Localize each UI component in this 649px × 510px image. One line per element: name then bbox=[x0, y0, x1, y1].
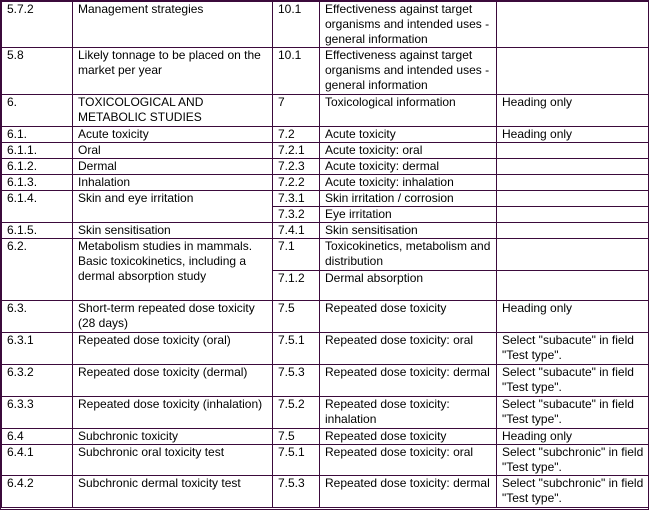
remarks-cell bbox=[497, 143, 649, 159]
section-number-cell: 6.1.3. bbox=[2, 175, 73, 191]
iuclid-section-cell: 7.5.2 bbox=[273, 397, 320, 429]
remarks-cell: Select "subacute" in field "Test type". bbox=[497, 397, 649, 429]
remarks-cell: Select "subchronic" in field "Test type". bbox=[497, 476, 649, 508]
requirement-title-cell: Short-term repeated dose toxicity (28 days) bbox=[73, 301, 273, 333]
section-number-cell: 6.4.2 bbox=[2, 476, 73, 508]
section-number-cell: 6.1.4. bbox=[2, 191, 73, 223]
remarks-cell bbox=[497, 2, 649, 48]
remarks-cell: Heading only bbox=[497, 301, 649, 333]
requirement-title-cell: Repeated dose toxicity (inhalation) bbox=[73, 397, 273, 429]
section-number-cell: 6.3. bbox=[2, 301, 73, 333]
iuclid-title-cell: Acute toxicity bbox=[320, 127, 497, 143]
iuclid-title-cell: Skin irritation / corrosion bbox=[320, 191, 497, 207]
remarks-cell bbox=[497, 159, 649, 175]
remarks-cell bbox=[497, 175, 649, 191]
table-row bbox=[2, 429, 649, 445]
iuclid-section-cell: 7.2.3 bbox=[273, 159, 320, 175]
iuclid-section-cell: 10.1 bbox=[273, 48, 320, 95]
iuclid-title-cell: Toxicokinetics, metabolism and distribution bbox=[320, 239, 497, 271]
table-row bbox=[2, 127, 649, 143]
table-row bbox=[2, 191, 649, 207]
section-number-cell: 6.3.1 bbox=[2, 333, 73, 365]
table-row bbox=[2, 397, 649, 429]
requirement-title-cell: Subchronic oral toxicity test bbox=[73, 445, 273, 476]
remarks-cell bbox=[497, 191, 649, 207]
table-row bbox=[2, 159, 649, 175]
table-row bbox=[2, 2, 649, 48]
iuclid-title-cell: Effectiveness against target organisms and intended uses - general information bbox=[320, 48, 497, 95]
iuclid-title-cell: Dermal absorption bbox=[320, 271, 497, 301]
iuclid-title-cell: Skin sensitisation bbox=[320, 223, 497, 239]
iuclid-title-cell: Repeated dose toxicity: dermal bbox=[320, 476, 497, 508]
section-number-cell: 5.7.2 bbox=[2, 2, 73, 48]
iuclid-title-cell: Toxicological information bbox=[320, 95, 497, 127]
requirement-title-cell: Repeated dose toxicity (dermal) bbox=[73, 365, 273, 397]
section-number-cell: 6.2. bbox=[2, 239, 73, 301]
iuclid-section-cell: 7.4.1 bbox=[273, 223, 320, 239]
requirement-title-cell: Dermal bbox=[73, 159, 273, 175]
requirement-title-cell: Repeated dose toxicity (oral) bbox=[73, 333, 273, 365]
iuclid-section-cell: 7.5.3 bbox=[273, 476, 320, 508]
section-number-cell: 6.3.3 bbox=[2, 397, 73, 429]
requirement-title-cell: Skin sensitisation bbox=[73, 223, 273, 239]
remarks-cell bbox=[497, 239, 649, 271]
table-row bbox=[2, 301, 649, 333]
section-number-cell: 6.4 bbox=[2, 429, 73, 445]
section-number-cell: 5.8 bbox=[2, 48, 73, 95]
remarks-cell: Select "subchronic" in field "Test type". bbox=[497, 445, 649, 476]
iuclid-section-cell: 7.5 bbox=[273, 429, 320, 445]
iuclid-title-cell: Repeated dose toxicity bbox=[320, 429, 497, 445]
remarks-cell: Select "subacute" in field "Test type". bbox=[497, 333, 649, 365]
iuclid-section-cell: 7.1.2 bbox=[273, 271, 320, 301]
table-row bbox=[2, 239, 649, 271]
iuclid-title-cell: Repeated dose toxicity: dermal bbox=[320, 365, 497, 397]
remarks-cell: Heading only bbox=[497, 127, 649, 143]
iuclid-section-cell: 7.5.1 bbox=[273, 333, 320, 365]
section-number-cell: 6. bbox=[2, 95, 73, 127]
iuclid-section-cell: 7.1 bbox=[273, 239, 320, 271]
remarks-cell bbox=[497, 48, 649, 95]
remarks-cell bbox=[497, 207, 649, 223]
iuclid-section-cell: 7.2 bbox=[273, 127, 320, 143]
requirement-title-cell: Acute toxicity bbox=[73, 127, 273, 143]
section-number-cell: 6.1.1. bbox=[2, 143, 73, 159]
iuclid-title-cell: Repeated dose toxicity: oral bbox=[320, 445, 497, 476]
table-row bbox=[2, 333, 649, 365]
remarks-cell: Heading only bbox=[497, 95, 649, 127]
section-number-cell: 6.4.1 bbox=[2, 445, 73, 476]
remarks-cell: Select "subacute" in field "Test type". bbox=[497, 365, 649, 397]
requirement-title-cell: Subchronic dermal toxicity test bbox=[73, 476, 273, 508]
iuclid-title-cell: Repeated dose toxicity bbox=[320, 301, 497, 333]
table-row bbox=[2, 445, 649, 476]
section-number-cell: 6.1.2. bbox=[2, 159, 73, 175]
iuclid-title-cell: Eye irritation bbox=[320, 207, 497, 223]
iuclid-title-cell: Acute toxicity: inhalation bbox=[320, 175, 497, 191]
remarks-cell: Heading only bbox=[497, 429, 649, 445]
requirements-table bbox=[1, 1, 649, 508]
iuclid-section-cell: 10.1 bbox=[273, 2, 320, 48]
requirement-title-cell: Metabolism studies in mammals. Basic toxicokinetics, including a dermal absorption study bbox=[73, 239, 273, 301]
iuclid-section-cell: 7.2.2 bbox=[273, 175, 320, 191]
iuclid-title-cell: Repeated dose toxicity: inhalation bbox=[320, 397, 497, 429]
requirement-title-cell: Skin and eye irritation bbox=[73, 191, 273, 223]
table-row bbox=[2, 143, 649, 159]
remarks-cell bbox=[497, 223, 649, 239]
remarks-cell bbox=[497, 271, 649, 301]
table-row bbox=[2, 175, 649, 191]
iuclid-title-cell: Acute toxicity: oral bbox=[320, 143, 497, 159]
requirement-title-cell: TOXICOLOGICAL AND METABOLIC STUDIES bbox=[73, 95, 273, 127]
iuclid-section-cell: 7 bbox=[273, 95, 320, 127]
requirement-title-cell: Oral bbox=[73, 143, 273, 159]
iuclid-section-cell: 7.5.3 bbox=[273, 365, 320, 397]
iuclid-section-cell: 7.3.1 bbox=[273, 191, 320, 207]
iuclid-section-cell: 7.5 bbox=[273, 301, 320, 333]
table-row bbox=[2, 95, 649, 127]
iuclid-title-cell: Acute toxicity: dermal bbox=[320, 159, 497, 175]
requirement-title-cell: Management strategies bbox=[73, 2, 273, 48]
table-row bbox=[2, 365, 649, 397]
iuclid-title-cell: Effectiveness against target organisms and intended uses - general information bbox=[320, 2, 497, 48]
table-row bbox=[2, 476, 649, 508]
section-number-cell: 6.3.2 bbox=[2, 365, 73, 397]
table-row bbox=[2, 48, 649, 95]
requirement-title-cell: Subchronic toxicity bbox=[73, 429, 273, 445]
iuclid-section-cell: 7.3.2 bbox=[273, 207, 320, 223]
iuclid-section-cell: 7.2.1 bbox=[273, 143, 320, 159]
table-row bbox=[2, 223, 649, 239]
section-number-cell: 6.1.5. bbox=[2, 223, 73, 239]
requirement-title-cell: Likely tonnage to be placed on the market per year bbox=[73, 48, 273, 95]
requirement-title-cell: Inhalation bbox=[73, 175, 273, 191]
iuclid-section-cell: 7.5.1 bbox=[273, 445, 320, 476]
iuclid-title-cell: Repeated dose toxicity: oral bbox=[320, 333, 497, 365]
section-number-cell: 6.1. bbox=[2, 127, 73, 143]
